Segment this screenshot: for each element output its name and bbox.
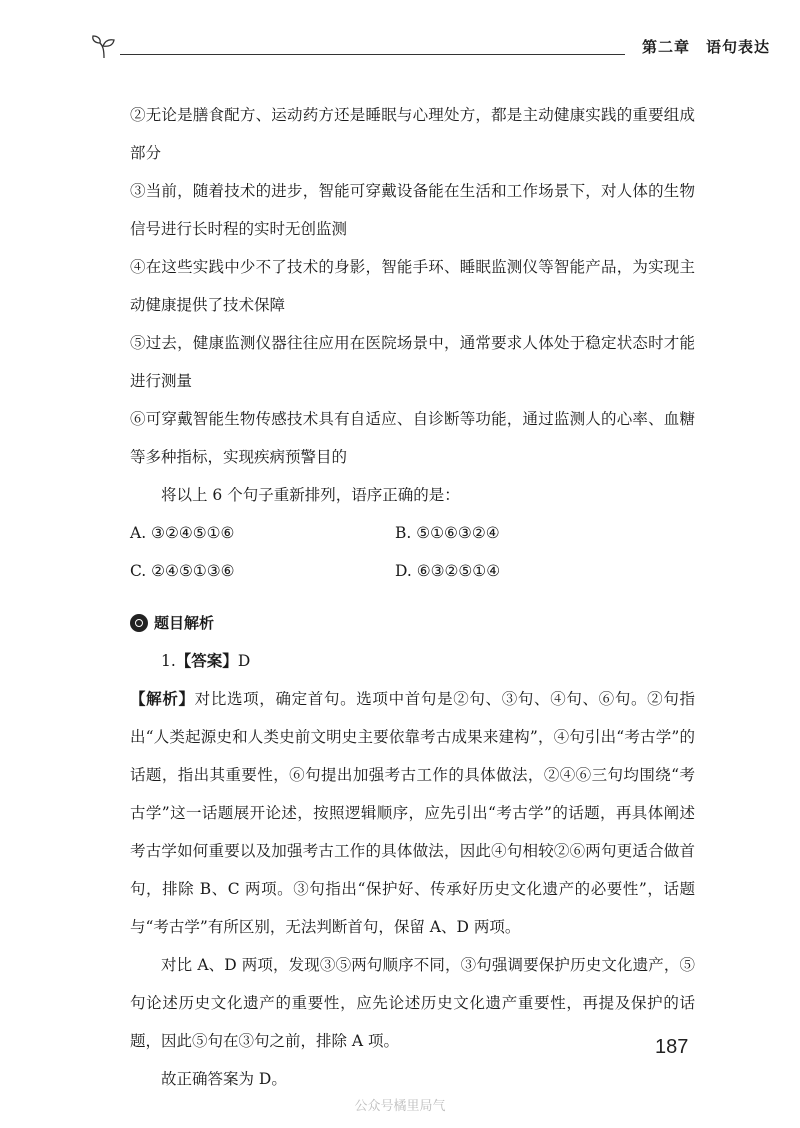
option-a: A. ③②④⑤①⑥: [130, 524, 235, 542]
page-header: [90, 28, 771, 64]
chapter-heading: [642, 36, 770, 57]
chapter-label: 第二章: [642, 38, 691, 56]
option-c: C. ②④⑤①③⑥: [130, 562, 235, 580]
page-body: [130, 96, 695, 1098]
answer-tag: 【答案】: [175, 652, 238, 670]
sentence-5: ⑤过去，健康监测仪器往往应用在医院场景中，通常要求人体处于稳定状态时才能进行测量: [130, 334, 695, 390]
answer-options: [130, 514, 695, 590]
answer-value: D: [237, 652, 251, 670]
section-label: 语句表达: [706, 38, 771, 56]
option-d: D. ⑥③②⑤①④: [395, 562, 501, 580]
sprout-icon: [90, 34, 118, 60]
explanation-text-1: 对比选项，确定首句。选项中首句是②句、③句、④句、⑥句。②句指出“人类起源史和人类史前文明史主要依靠考古成果来建构”，④句引出“考古学”的话题，指出其重要性，⑥句提出加强考古工作的具体做法，②④⑥三句均围绕“考古学”这一话题展开论述，按照逻辑顺序，应先引出“考古学”的话题，再具体阐述考古学如何重要以及加强考古工作的具体做法，因此④句相较②⑥两句更适合做首句，排除 B、C 两项。③句指出“保护好、传承好历史文化遗产的必要性”，话题与“考古学”有所区别，无法判断首句，保留 A、D 两项。: [130, 690, 695, 936]
sentence-3: ③当前，随着技术的进步，智能可穿戴设备能在生活和工作场景下，对人体的生物信号进行长时程的实时无创监测: [130, 182, 695, 238]
sentence-6: ⑥可穿戴智能生物传感技术具有自适应、自诊断等功能，通过监测人的心率、血糖等多种指标，实现疾病预警目的: [130, 410, 695, 466]
answer-number: 1.: [161, 652, 176, 670]
option-b: B. ⑤①⑥③②④: [395, 524, 500, 542]
explanation-paragraph-1: [130, 680, 695, 946]
watermark-text: 公众号橘里局气: [354, 1099, 446, 1114]
question-prompt: 将以上 6 个句子重新排列，语序正确的是：: [161, 486, 460, 504]
analysis-title: 题目解析: [154, 614, 215, 632]
header-rule: [120, 54, 625, 55]
conclusion: 故正确答案为 D。: [161, 1070, 287, 1088]
answer-line: [130, 642, 695, 680]
page-number: 187: [655, 1036, 689, 1058]
analysis-heading: [130, 604, 695, 642]
sentence-4: ④在这些实践中少不了技术的身影，智能手环、睡眠监测仪等智能产品，为实现主动健康提供了技术保障: [130, 258, 695, 314]
explanation-paragraph-2: 对比 A、D 两项，发现③⑤两句顺序不同，③句强调要保护历史文化遗产，⑤句论述历史文化遗产的重要性，应先论述历史文化遗产重要性，再提及保护的话题，因此⑤句在③句之前，排除 A 项。: [130, 956, 695, 1050]
explanation-tag: 【解析】: [130, 690, 195, 708]
analysis-icon: [130, 614, 148, 632]
sentence-2: ②无论是膳食配方、运动药方还是睡眠与心理处方，都是主动健康实践的重要组成部分: [130, 106, 695, 162]
